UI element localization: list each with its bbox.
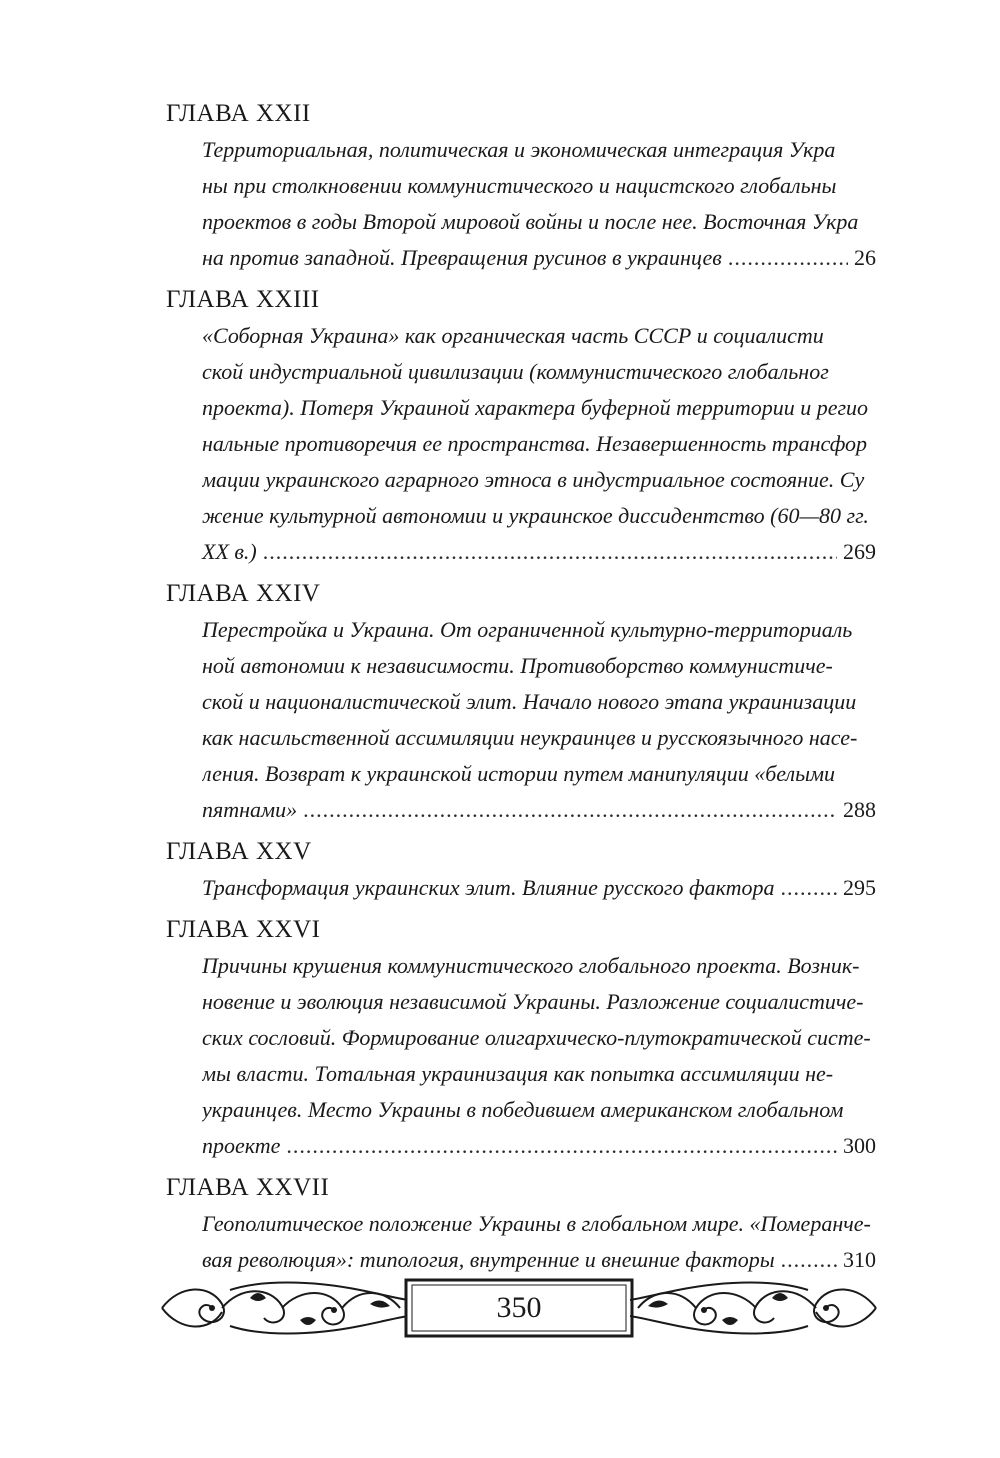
description-line: украинцев. Место Украины в победившем американском глобальном [202,1097,844,1122]
chapter-title: ГЛАВА XXV [166,838,312,865]
footer-ornament [160,1276,878,1340]
description-line: ской индустриальной цивилизации (коммунистического глобальног [202,359,829,384]
chapter-description [166,132,876,276]
description-line: ной автономии к независимости. Противоборство коммунистиче- [202,653,833,678]
description-line: на против западной. Превращения русинов в украинцев [202,245,722,270]
description-line: «Соборная Украина» как органическая часть СССР и социалисти [202,323,824,348]
description-line: проекта). Потеря Украиной характера буферной территории и регио [202,395,869,420]
dot-leader [263,534,837,570]
description-line: нальные противоречия ее пространства. Незавершенность трансфор [202,431,868,456]
toc-chapter [166,834,876,906]
page-reference: 310 [843,1247,876,1272]
description-line: ны при столкновении коммунистического и нацистского глобальны [202,173,837,198]
dot-leader [286,1128,837,1164]
description-line: Перестройка и Украина. От ограниченной культурно-территориаль [202,617,853,642]
page-number: 350 [496,1291,542,1324]
chapter-description [166,948,876,1164]
page-reference: 288 [843,797,876,822]
page-reference: 26 [854,245,876,270]
description-line: Геополитическое положение Украины в глобальном мире. «Померанче- [202,1211,871,1236]
chapter-title: ГЛАВА XXVII [166,1174,330,1201]
toc-chapter [166,576,876,828]
toc-entry-line [202,534,876,570]
toc-entry-line [202,1128,876,1164]
chapter-title: ГЛАВА XXVI [166,916,321,943]
description-line: жение культурной автономии и украинское диссидентство (60—80 гг. [202,503,869,528]
table-of-contents [166,96,876,1278]
chapter-description [166,870,876,906]
description-line: Причины крушения коммунистического глобального проекта. Возник- [202,953,860,978]
page-reference: 269 [843,539,876,564]
toc-entry-line [202,240,876,276]
dot-leader [781,1242,837,1278]
description-line: проектов в годы Второй мировой войны и после нее. Восточная Укра [202,209,859,234]
description-line: проекте [202,1133,281,1158]
toc-entry-line [202,870,876,906]
chapter-description [166,318,876,570]
page-reference: 300 [843,1133,876,1158]
description-line: ления. Возврат к украинской истории путем манипуляции «белыми [202,761,836,786]
description-line: XX в.) [202,539,257,564]
chapter-description [166,1206,876,1278]
description-line: мы власти. Тотальная украинизация как попытка ассимиляции не- [202,1061,834,1086]
toc-chapter [166,1170,876,1278]
chapter-title: ГЛАВА XXIII [166,286,320,313]
description-line: вая революция»: типология, внутренние и внешние факторы [202,1247,775,1272]
toc-entry-line [202,792,876,828]
description-line: Трансформация украинских элит. Влияние русского фактора [202,875,775,900]
toc-chapter [166,96,876,276]
chapter-title: ГЛАВА XXII [166,100,311,127]
chapter-title: ГЛАВА XXIV [166,580,321,607]
toc-chapter [166,912,876,1164]
description-line: пятнами» [202,797,298,822]
description-line: ской и националистической элит. Начало нового этапа украинизации [202,689,857,714]
chapter-description [166,612,876,828]
toc-chapter [166,282,876,570]
dot-leader [303,792,837,828]
description-line: мации украинского аграрного этноса в индустриальное состояние. Су [202,467,865,492]
description-line: ских сословий. Формирование олигархическо-плутократической систе- [202,1025,871,1050]
toc-entry-line [202,1242,876,1278]
description-line: Территориальная, политическая и экономическая интеграция Укра [202,137,836,162]
page-reference: 295 [843,875,876,900]
description-line: новение и эволюция независимой Украины. Разложение социалистиче- [202,989,864,1014]
description-line: как насильственной ассимиляции неукраинцев и русскоязычного насе- [202,725,858,750]
dot-leader [728,240,848,276]
dot-leader [781,870,838,906]
